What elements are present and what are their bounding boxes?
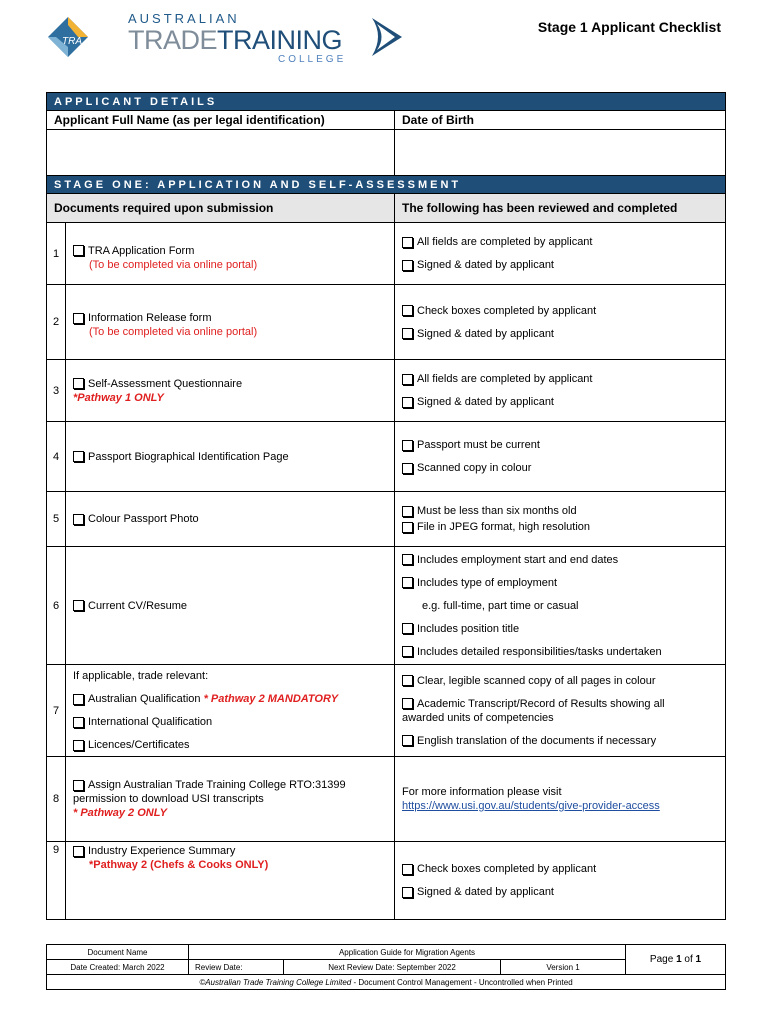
doc-name: Application Guide for Migration Agents	[189, 945, 626, 960]
check-label: Signed & dated by applicant	[417, 327, 554, 340]
document-label: Passport Biographical Identification Page	[88, 450, 289, 463]
applicant-details-band: APPLICANT DETAILS	[47, 93, 726, 111]
logo-badge-text: TRA	[62, 36, 82, 47]
row-number: 8	[47, 757, 66, 842]
table-row	[47, 360, 726, 422]
document-label: TRA Application Form	[88, 244, 195, 257]
check-label: Check boxes completed by applicant	[417, 304, 597, 317]
checkbox[interactable]	[73, 378, 84, 389]
checkbox[interactable]	[73, 717, 84, 728]
row-number: 4	[47, 422, 66, 492]
check-label: English translation of the documents if necessary	[417, 734, 657, 747]
checkbox[interactable]	[402, 260, 413, 271]
document-label: Colour Passport Photo	[88, 513, 199, 525]
checkbox[interactable]	[402, 864, 413, 875]
document-control-footer	[46, 944, 726, 990]
row-number: 7	[47, 665, 66, 757]
logo-bottom-text: COLLEGE	[278, 54, 347, 65]
check-label: File in JPEG format, high resolution	[417, 521, 591, 533]
info-text: For more information please visit	[402, 786, 562, 798]
check-label: Includes type of employment	[417, 576, 558, 589]
table-row	[47, 285, 726, 360]
checkbox[interactable]	[402, 887, 413, 898]
tra-logo-mark	[48, 17, 88, 57]
document-note: (To be completed via online portal)	[89, 326, 258, 338]
page-indicator: Page 1 of 1	[626, 945, 726, 975]
checkbox[interactable]	[402, 374, 413, 385]
checkbox[interactable]	[73, 313, 84, 324]
dob-label: Date of Birth	[395, 111, 726, 130]
checkbox[interactable]	[402, 623, 413, 634]
checkbox[interactable]	[402, 646, 413, 657]
checkbox[interactable]	[73, 694, 84, 705]
checkbox[interactable]	[402, 675, 413, 686]
full-name-field[interactable]	[47, 130, 395, 176]
table-row	[47, 665, 726, 757]
checkbox[interactable]	[402, 463, 413, 474]
checkbox[interactable]	[402, 397, 413, 408]
checkbox[interactable]	[73, 846, 84, 857]
table-row	[47, 492, 726, 547]
row-number: 1	[47, 223, 66, 285]
check-label: Clear, legible scanned copy of all pages in colour	[417, 674, 656, 687]
logo-arrow-icon	[368, 16, 406, 58]
document-note: *Pathway 2 (Chefs & Cooks ONLY)	[89, 859, 269, 871]
table-row	[47, 223, 726, 285]
checkbox[interactable]	[73, 514, 84, 525]
checkbox[interactable]	[402, 237, 413, 248]
check-label-cont: awarded units of competencies	[402, 711, 554, 724]
checkbox[interactable]	[402, 554, 413, 565]
document-label: Australian Qualification	[88, 693, 201, 705]
checkbox[interactable]	[402, 506, 413, 517]
checkbox[interactable]	[402, 440, 413, 451]
row-number: 9	[47, 842, 66, 920]
reviewed-completed-header: The following has been reviewed and completed	[395, 194, 726, 223]
check-label: Includes employment start and end dates	[417, 553, 619, 566]
copyright-line: ©Australian Trade Training College Limited - Document Control Management - Uncontrolled when Printed	[47, 975, 726, 990]
check-label: Passport must be current	[417, 439, 540, 451]
next-review-date: Next Review Date: September 2022	[284, 960, 501, 975]
document-label: International Qualification	[88, 716, 213, 728]
check-label: Signed & dated by applicant	[417, 259, 554, 271]
checkbox[interactable]	[402, 698, 413, 709]
check-label: All fields are completed by applicant	[417, 373, 593, 385]
table-row	[47, 422, 726, 492]
checkbox[interactable]	[73, 245, 84, 256]
version: Version 1	[501, 960, 626, 975]
document-note: * Pathway 2 ONLY	[73, 807, 167, 819]
date-created: Date Created: March 2022	[47, 960, 189, 975]
check-label: Academic Transcript/Record of Results showing all	[417, 697, 665, 710]
check-label: Includes position title	[417, 622, 520, 635]
checkbox[interactable]	[73, 600, 84, 611]
review-date: Review Date:	[189, 960, 284, 975]
document-label: Licences/Certificates	[88, 739, 190, 751]
usi-provider-link[interactable]: https://www.usi.gov.au/students/give-provider-access	[402, 800, 660, 812]
checkbox[interactable]	[402, 305, 413, 316]
example-text: e.g. full-time, part time or casual	[422, 599, 579, 612]
doc-name-label: Document Name	[47, 945, 189, 960]
college-logo	[128, 12, 346, 66]
check-label: All fields are completed by applicant	[417, 236, 593, 248]
row-number: 2	[47, 285, 66, 360]
checkbox[interactable]	[402, 735, 413, 746]
intro-text: If applicable, trade relevant:	[73, 670, 209, 682]
document-note: *Pathway 1 ONLY	[73, 391, 164, 404]
checkbox[interactable]	[73, 740, 84, 751]
document-label: Industry Experience Summary	[88, 845, 236, 857]
document-label: Assign Australian Trade Training College RTO:31399	[88, 779, 346, 791]
check-label: Scanned copy in colour	[417, 462, 532, 474]
table-row	[47, 757, 726, 842]
document-label: Information Release form	[88, 312, 212, 324]
row-number: 6	[47, 547, 66, 665]
row-number: 3	[47, 360, 66, 422]
checkbox[interactable]	[73, 780, 84, 791]
document-note: (To be completed via online portal)	[89, 258, 258, 271]
documents-required-header: Documents required upon submission	[47, 194, 395, 223]
logo-main-text: TRADETRAINING	[128, 25, 343, 55]
table-row	[47, 547, 726, 665]
checkbox[interactable]	[402, 328, 413, 339]
full-name-label: Applicant Full Name (as per legal identification)	[47, 111, 395, 130]
check-label: Signed & dated by applicant	[417, 396, 554, 408]
document-label: Self-Assessment Questionnaire	[88, 377, 243, 390]
checkbox[interactable]	[402, 522, 413, 533]
document-title: Stage 1 Applicant Checklist	[537, 19, 721, 35]
logo-top-text: AUSTRALIAN	[128, 11, 240, 26]
checkbox[interactable]	[73, 451, 84, 462]
dob-field[interactable]	[395, 130, 726, 176]
checklist-table	[46, 92, 726, 920]
document-label: Current CV/Resume	[88, 599, 188, 612]
checkbox[interactable]	[402, 577, 413, 588]
row-number: 5	[47, 492, 66, 547]
stage-one-band: STAGE ONE: APPLICATION AND SELF-ASSESSMENT	[47, 176, 726, 194]
mandatory-note: * Pathway 2 MANDATORY	[203, 693, 339, 705]
check-label: Signed & dated by applicant	[417, 886, 554, 898]
check-label: Check boxes completed by applicant	[417, 863, 597, 875]
check-label: Includes detailed responsibilities/tasks undertaken	[417, 645, 662, 658]
document-label-cont: permission to download USI transcripts	[73, 793, 264, 805]
table-row	[47, 842, 726, 920]
check-label: Must be less than six months old	[417, 505, 577, 517]
